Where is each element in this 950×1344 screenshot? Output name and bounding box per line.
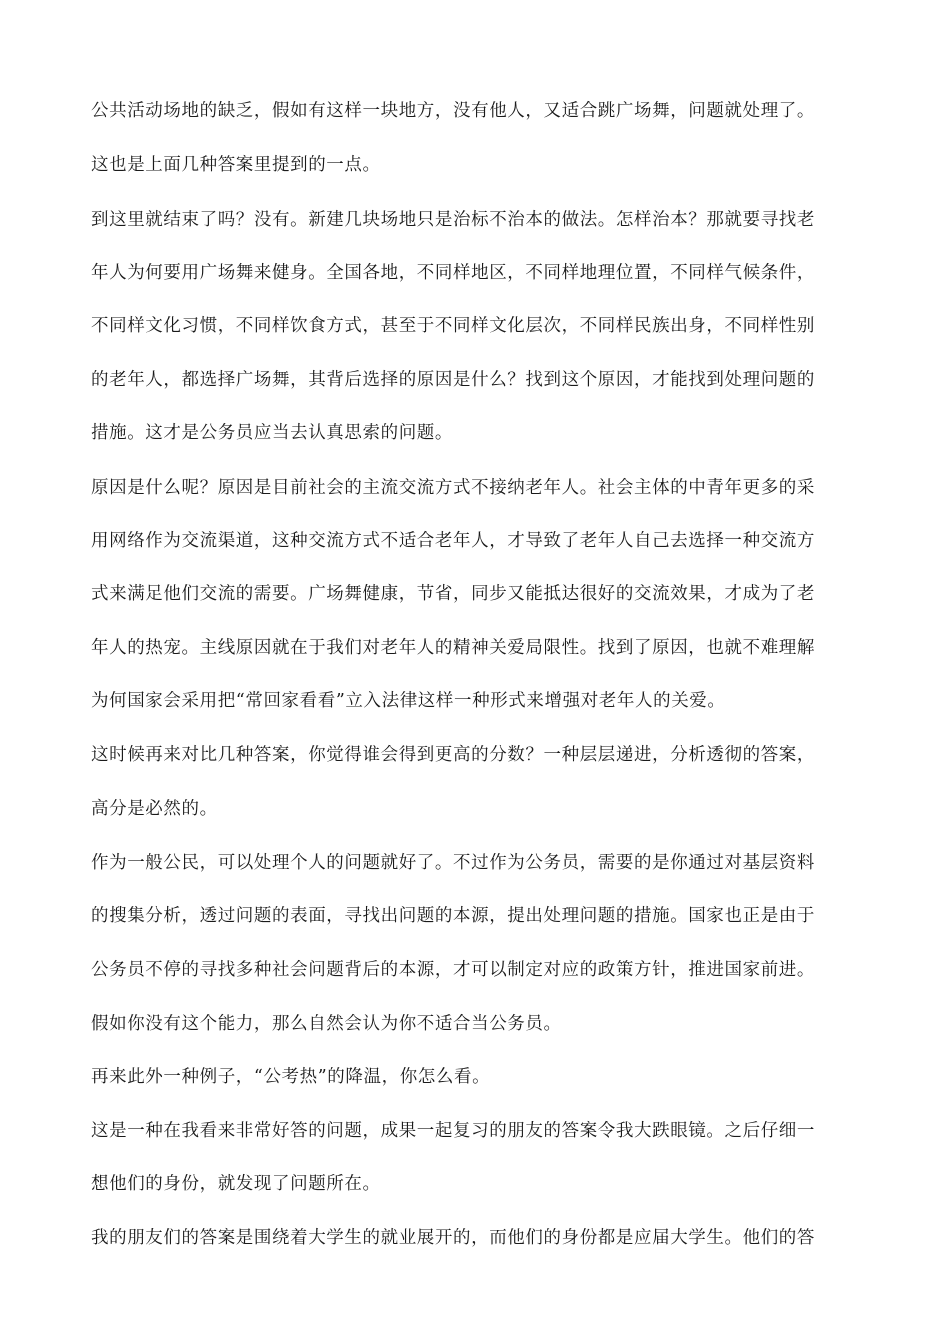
- text-line: 为何国家会采用把“常回家看看”立入法律这样一种形式来增强对老年人的关爱。: [91, 691, 726, 711]
- text-line: 原因是什么呢？原因是目前社会的主流交流方式不接纳老年人。社会主体的中青年更多的采: [91, 478, 815, 498]
- text-line: 作为一般公民，可以处理个人的问题就好了。不过作为公务员，需要的是你通过对基层资料: [91, 853, 815, 873]
- text-line: 这时候再来对比几种答案，你觉得谁会得到更高的分数？一种层层递进，分析透彻的答案，: [91, 745, 815, 765]
- text-line: 再来此外一种例子，“公考热”的降温，你怎么看。: [91, 1067, 491, 1087]
- text-line: 年人为何要用广场舞来健身。全国各地，不同样地区，不同样地理位置，不同样气候条件，: [91, 263, 815, 283]
- text-line: 想他们的身份，就发现了问题所在。: [91, 1174, 381, 1194]
- text-line: 年人的热宠。主线原因就在于我们对老年人的精神关爱局限性。找到了原因，也就不难理解: [91, 638, 815, 658]
- text-line: 措施。这才是公务员应当去认真思索的问题。: [91, 423, 453, 443]
- text-line: 这是一种在我看来非常好答的问题，成果一起复习的朋友的答案令我大跌眼镜。之后仔细一: [91, 1121, 815, 1141]
- text-line: 的搜集分析，透过问题的表面，寻找出问题的本源，提出处理问题的措施。国家也正是由于: [91, 906, 815, 926]
- text-line: 高分是必然的。: [91, 799, 218, 819]
- text-line: 公务员不停的寻找多种社会问题背后的本源，才可以制定对应的政策方针，推进国家前进。: [91, 960, 815, 980]
- text-line: 的老年人，都选择广场舞，其背后选择的原因是什么？找到这个原因，才能找到处理问题的: [91, 370, 815, 390]
- text-line: 到这里就结束了吗？没有。新建几块场地只是治标不治本的做法。怎样治本？那就要寻找老: [91, 210, 815, 230]
- text-line: 我的朋友们的答案是围绕着大学生的就业展开的，而他们的身份都是应届大学生。他们的答: [91, 1228, 815, 1248]
- text-line: 这也是上面几种答案里提到的一点。: [91, 155, 381, 175]
- text-line: 用网络作为交流渠道，这种交流方式不适合老年人，才导致了老年人自己去选择一种交流方: [91, 531, 815, 551]
- text-line: 不同样文化习惯，不同样饮食方式，甚至于不同样文化层次，不同样民族出身，不同样性别: [91, 316, 815, 336]
- text-line: 式来满足他们交流的需要。广场舞健康，节省，同步又能抵达很好的交流效果，才成为了老: [91, 584, 815, 604]
- text-line: 公共活动场地的缺乏，假如有这样一块地方，没有他人，又适合跳广场舞，问题就处理了。: [91, 101, 815, 121]
- text-line: 假如你没有这个能力，那么自然会认为你不适合当公务员。: [91, 1014, 562, 1034]
